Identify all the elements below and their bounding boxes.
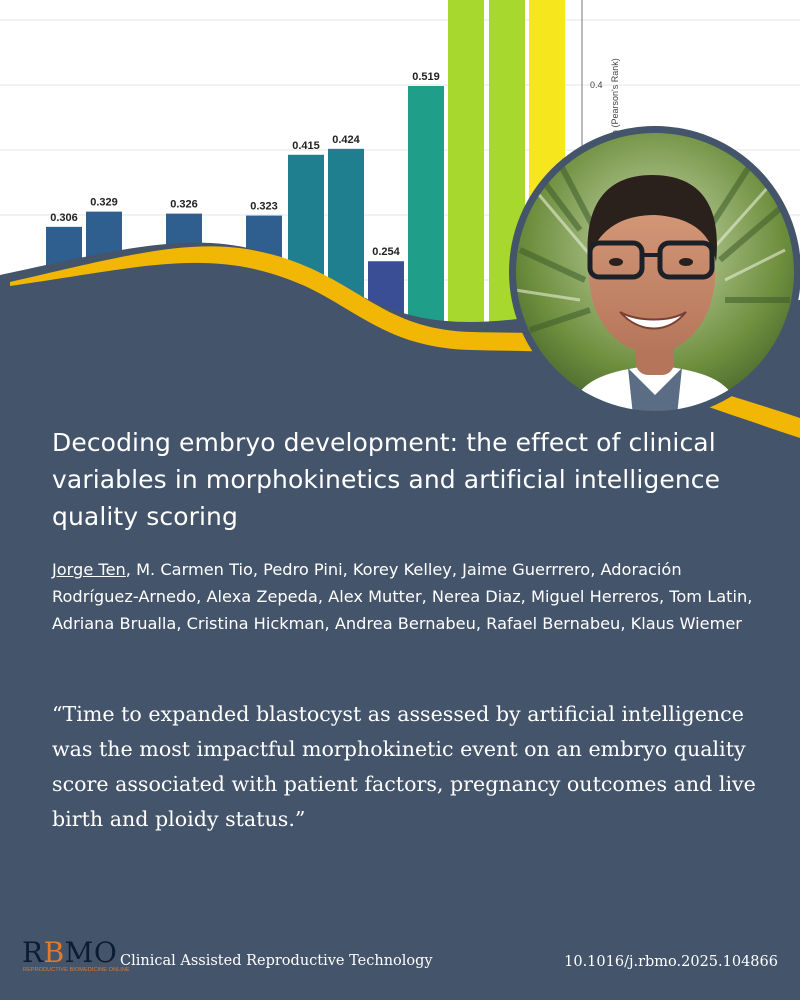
co-authors: , M. Carmen Tio, Pedro Pini, Korey Kelley, Jaime Guerrrero, Adoración Rodríguez-Arnedo, Alexa Zepeda, Alex Mutter, Nerea Diaz, Miguel Herreros, Tom Latin, Adriana Brualla, Cristina Hickman, Andrea Bernabeu, Rafael Bernabeu, Klaus Wiemer	[52, 560, 753, 633]
chart-bar-label: 0.306	[50, 211, 78, 224]
chart-bar-label: 0.323	[250, 200, 278, 213]
doi-link[interactable]: 10.1016/j.rbmo.2025.104866	[564, 954, 778, 970]
rbmo-logo-tagline: REPRODUCTIVE BIOMEDICINE ONLINE	[23, 967, 130, 973]
chart-bar	[448, 0, 484, 330]
chart-bar	[408, 86, 444, 330]
chart-bar-label: 0.424	[332, 133, 360, 146]
chart-tick-label: 0.4	[590, 80, 603, 90]
article-title: Decoding embryo development: the effect of clinical variables in morphokinetics and artificial intelligence quality scoring	[52, 428, 721, 531]
chart-bar-label: 0.329	[90, 196, 118, 209]
rbmo-logo[interactable]: RBMO	[22, 936, 118, 969]
chart-bar-label: 0.326	[170, 198, 198, 211]
author-list	[52, 556, 772, 637]
hero-graphic	[0, 0, 800, 430]
chart-bar-label: 0.254	[372, 246, 400, 259]
journal-section: Clinical Assisted Reproductive Technology	[120, 953, 433, 969]
key-quote: “Time to expanded blastocyst as assessed by artificial intelligence was the most impactful morphokinetic event on an embryo quality score associated with patient factors, pregnancy outcomes and live birth and ploidy status.”	[52, 702, 756, 831]
hero-svg	[0, 0, 800, 430]
first-author-link[interactable]: Jorge Ten	[52, 560, 126, 579]
chart-bar-label: 0.519	[412, 71, 440, 83]
chart-axis-label: n (Pearson's Rank)	[610, 58, 620, 135]
footer	[22, 938, 778, 978]
chart-bar-label: 0.415	[292, 139, 320, 152]
